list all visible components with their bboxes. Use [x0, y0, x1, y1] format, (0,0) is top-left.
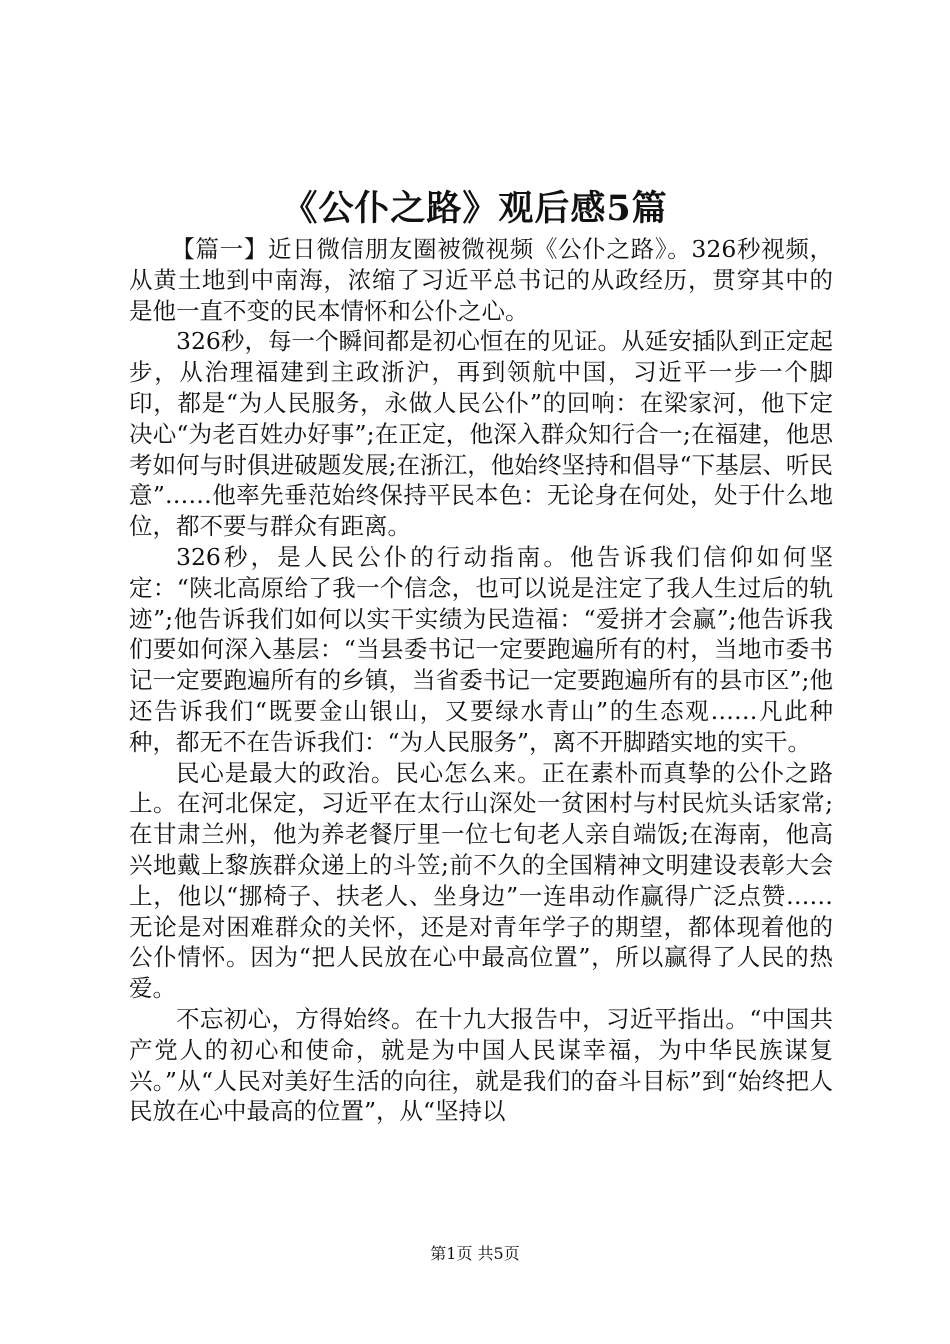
- paragraph-5: 不忘初心，方得始终。在十九大报告中，习近平指出。“中国共产党人的初心和使命，就是为中国人民谋幸福，为中华民族谋复兴。”从“人民对美好生活的向往，就是我们的奋斗目标”到“始终把人民放在心中最高的位置”，从“坚持以: [129, 1004, 833, 1126]
- paragraph-1: 【篇一】近日微信朋友圈被微视频《公仆之路》。326秒视频，从黄土地到中南海，浓缩了习近平总书记的从政经历，贯穿其中的是他一直不变的民本情怀和公仆之心。: [129, 235, 833, 325]
- document-body: [129, 234, 833, 1127]
- document-title: 《公仆之路》观后感5篇: [282, 188, 668, 229]
- paragraph-2: 326秒，每一个瞬间都是初心恒在的见证。从延安插队到正定起步，从治理福建到主政浙沪，再到领航中国，习近平一步一个脚印，都是“为人民服务，永做人民公仆”的回响：在梁家河，他下定决心“为老百姓办好事”;在正定，他深入群众知行合一;在福建，他思考如何与时俱进破题发展;在浙江，他始终坚持和倡导“下基层、听民意”……他率先垂范始终保持平民本色：无论身在何处，处于什么地位，都不要与群众有距离。: [129, 327, 833, 541]
- paragraph-4: 民心是最大的政治。民心怎么来。正在素朴而真挚的公仆之路上。在河北保定，习近平在太行山深处一贫困村与村民炕头话家常;在甘肃兰州，他为养老餐厅里一位七旬老人亲自端饭;在海南，他高兴地戴上黎族群众递上的斗笠;前不久的全国精神文明建设表彰大会上，他以“挪椅子、扶老人、坐身边”一连串动作赢得广泛点赞……无论是对困难群众的关怀，还是对青年学子的期望，都体现着他的公仆情怀。因为“把人民放在心中最高位置”，所以赢得了人民的热爱。: [129, 758, 833, 1003]
- page-footer: 第1页 共5页: [430, 1244, 520, 1263]
- paragraph-3: 326秒，是人民公仆的行动指南。他告诉我们信仰如何坚定：“陕北高原给了我一个信念，也可以说是注定了我人生过后的轨迹”;他告诉我们如何以实干实绩为民造福：“爱拼才会赢”;他告诉我们要如何深入基层：“当县委书记一定要跑遍所有的村，当地市委书记一定要跑遍所有的乡镇，当省委书记一定要跑遍所有的县市区”;他还告诉我们“既要金山银山，又要绿水青山”的生态观……凡此种种，都无不在告诉我们：“为人民服务”，离不开脚踏实地的实干。: [129, 542, 833, 756]
